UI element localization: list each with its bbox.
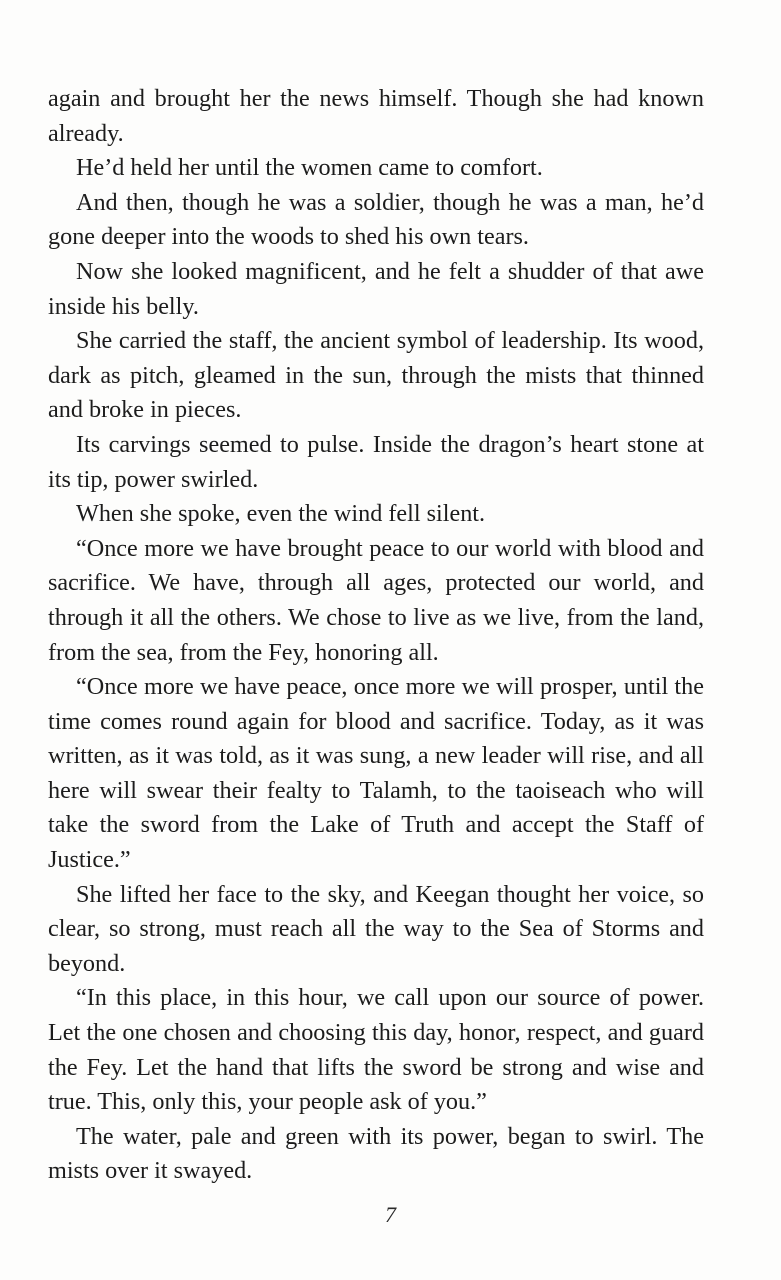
paragraph: He’d held her until the women came to comfort. (76, 154, 543, 182)
paragraph: “Once more we have peace, once more we will prosper, until the time comes round again for blood and sacrifice. Today, as it was written, as it was told, as it was sung, a new leader will rise, and all here will swear their fealty to Talamh, to the taoiseach who will take the sword from the Lake of Truth and accept the Staff of Justice.” (48, 673, 704, 874)
body-text (48, 82, 704, 1189)
page-number: 7 (385, 1202, 396, 1227)
paragraph: “In this place, in this hour, we call upon our source of power. Let the one chosen and choosing this day, honor, respect, and guard the Fey. Let the hand that lifts the sword be strong and wise and true. This, only this, your people ask of you.” (48, 984, 704, 1116)
paragraph: She lifted her face to the sky, and Keegan thought her voice, so clear, so strong, must reach all the way to the Sea of Storms and beyond. (48, 880, 704, 977)
paragraph: Now she looked magnificent, and he felt a shudder of that awe inside his belly. (48, 257, 704, 320)
paragraph: Its carvings seemed to pulse. Inside the dragon’s heart stone at its tip, power swirled. (48, 430, 704, 493)
paragraph: And then, though he was a soldier, though he was a man, he’d gone deeper into the woods to shed his own tears. (48, 188, 704, 251)
paragraph: She carried the staff, the ancient symbol of leadership. Its wood, dark as pitch, gleamed in the sun, through the mists that thinned and broke in pieces. (48, 327, 704, 424)
paragraph: The water, pale and green with its power, began to swirl. The mists over it swayed. (48, 1122, 704, 1185)
paragraph: again and brought her the news himself. Though she had known already. (48, 85, 704, 147)
paragraph: When she spoke, even the wind fell silent. (76, 500, 486, 528)
paragraph: “Once more we have brought peace to our world with blood and sacrifice. We have, through all ages, protected our world, and through it all the others. We chose to live as we live, from the land, from the sea, from the Fey, honoring all. (48, 534, 704, 666)
